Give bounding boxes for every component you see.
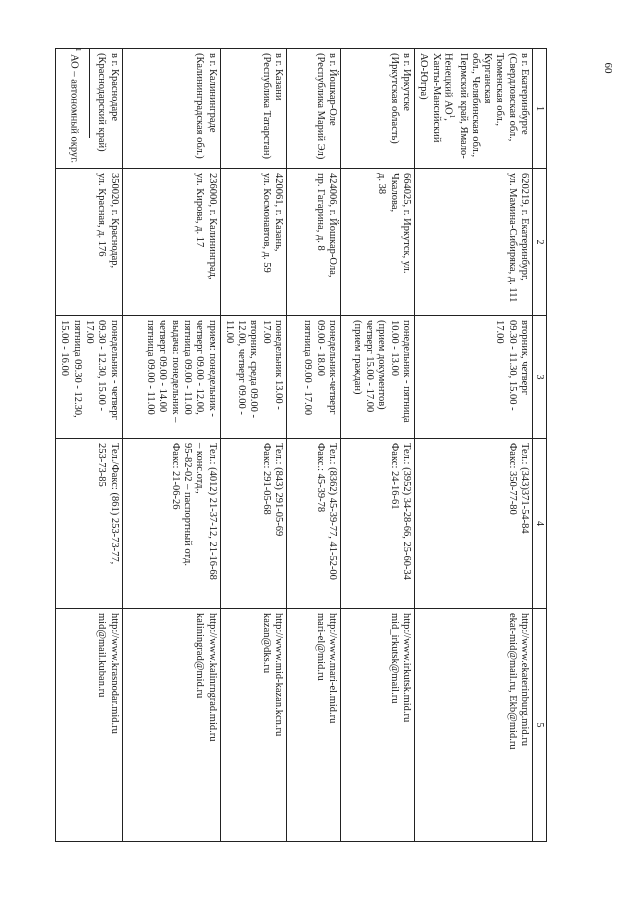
phone-cell: Тел.: (343)371-54-84 Факс: 350-77-80 bbox=[414, 439, 532, 609]
office-cell: в г. Калининграде (Калининградская обл.) bbox=[122, 49, 220, 169]
address-cell: 420061, г. Казань, ул. Космонавтов, д. 59 bbox=[220, 169, 286, 316]
consular-offices-table bbox=[55, 48, 547, 842]
office-cell: в г. Йошкар-Оле (Республика Марий Эл) bbox=[286, 49, 340, 169]
column-number-4: 4 bbox=[533, 439, 547, 609]
hours-cell: вторник, четверг 09.30 - 11.30, 15.00 - 17.00 bbox=[414, 316, 532, 439]
web-email-cell: http://www.ekaterinburg.mid.ru ekat-mid@mail.ru, Ekb@mid.ru bbox=[414, 609, 532, 842]
table-header-row bbox=[533, 49, 547, 842]
column-number-3: 3 bbox=[533, 316, 547, 439]
web-email-cell: http://www.krasnodar.mid.ru mid@mail.kuban.ru bbox=[56, 609, 122, 842]
hours-cell: прием: понедельник - четверг 09.00 - 12.00, пятница 09.00 - 11.00 выдача: понедельник – четверг 09.00 - 14.00 пятница 09.00 - 11.00 bbox=[122, 316, 220, 439]
table-row bbox=[122, 49, 220, 842]
hours-cell: понедельник-четверг 09.00 - 18.00 пятница 09.00 - 17.00 bbox=[286, 316, 340, 439]
table-row bbox=[340, 49, 414, 842]
address-cell: 424006, г. Йошкар-Ола, пр. Гагарина, д. 8 bbox=[286, 169, 340, 316]
column-number-5: 5 bbox=[533, 609, 547, 842]
footnote-text: АО – автономный округ. bbox=[68, 51, 80, 164]
office-cell: в г. Краснодаре (Краснодарский край) bbox=[56, 49, 122, 169]
hours-cell: понедельник - четверг 09.30 - 12.30, 15.00 - 17.00 пятница 09.30 - 12.30, 15.00 - 16.00 bbox=[56, 316, 122, 439]
phone-cell: Тел.: (843) 291-05-69 Факс: 291-05-68 bbox=[220, 439, 286, 609]
column-number-2: 2 bbox=[533, 169, 547, 316]
footnote bbox=[69, 48, 83, 748]
office-cell: в г. Иркутске (Иркутская область) bbox=[340, 49, 414, 169]
web-email-cell: http://www.mari-el.mid.ru mari-el@mid.ru bbox=[286, 609, 340, 842]
hours-cell: понедельник 13.00 - 17.00 вторник, среда 09.00 - 12.00, четверг 09.00 - 11.00 bbox=[220, 316, 286, 439]
phone-cell: Тел.: (3952) 34-28-66, 25-60-34 Факс: 24-16-61 bbox=[340, 439, 414, 609]
office-name: в г. Екатеринбурге (Свердловская обл., Тюменская обл., Курганская обл., Челябинская обл., Пермский край, Ямало- Ненецкий АО bbox=[442, 53, 530, 159]
phone-cell: Тел./Факс: (861) 253-73-77, 253-73-85 bbox=[56, 439, 122, 609]
office-name-tail: , Ханты-Мансийский АО-Югра) bbox=[418, 53, 454, 143]
footnote-mark: 1 bbox=[74, 48, 82, 52]
table-row bbox=[286, 49, 340, 842]
table-row bbox=[220, 49, 286, 842]
office-cell: в г. Казани (Республика Татарстан) bbox=[220, 49, 286, 169]
column-number-1: 1 bbox=[533, 49, 547, 169]
table-row bbox=[414, 49, 532, 842]
hours-cell: понедельник - пятница 10.00 - 13.00 (прием документов) четверг 15.00 - 17.00 (прием граждан) bbox=[340, 316, 414, 439]
address-cell: 664025, г. Иркутск, ул. Чкалова, д. 38 bbox=[340, 169, 414, 316]
address-cell: 236000, г. Калининград, ул. Кирова, д. 17 bbox=[122, 169, 220, 316]
table-row bbox=[56, 49, 122, 842]
phone-cell: Тел.: (4012) 21-37-12, 21-16-68 – конс.отд., 95-82-02 – паспортный отд. Факс: 21-06-26 bbox=[122, 439, 220, 609]
footnote-marker: 1 bbox=[448, 114, 457, 119]
address-cell: 350020, г. Краснодар, ул. Красная, д. 176 bbox=[56, 169, 122, 316]
address-cell: 620219, г. Екатеринбург, ул. Мамина-Сибиряка, д. 111 bbox=[414, 169, 532, 316]
footnote-divider bbox=[89, 48, 90, 138]
web-email-cell: http://www.mid-kazan.kcn.ru kazan@dks.ru bbox=[220, 609, 286, 842]
web-email-cell: http://www.irkutsk.mid.ru mid_irkutsk@mail.ru bbox=[340, 609, 414, 842]
rotated-page-content bbox=[59, 48, 547, 841]
phone-cell: Тел.: (8362) 45-39-77, 41-52-00 Факс.: 45-39-78 bbox=[286, 439, 340, 609]
web-email-cell: http://www.kalinrngrad.mid.ru kaliningrad@mid.ru bbox=[122, 609, 220, 842]
page-number: 60 bbox=[602, 62, 614, 74]
office-cell bbox=[414, 49, 532, 169]
